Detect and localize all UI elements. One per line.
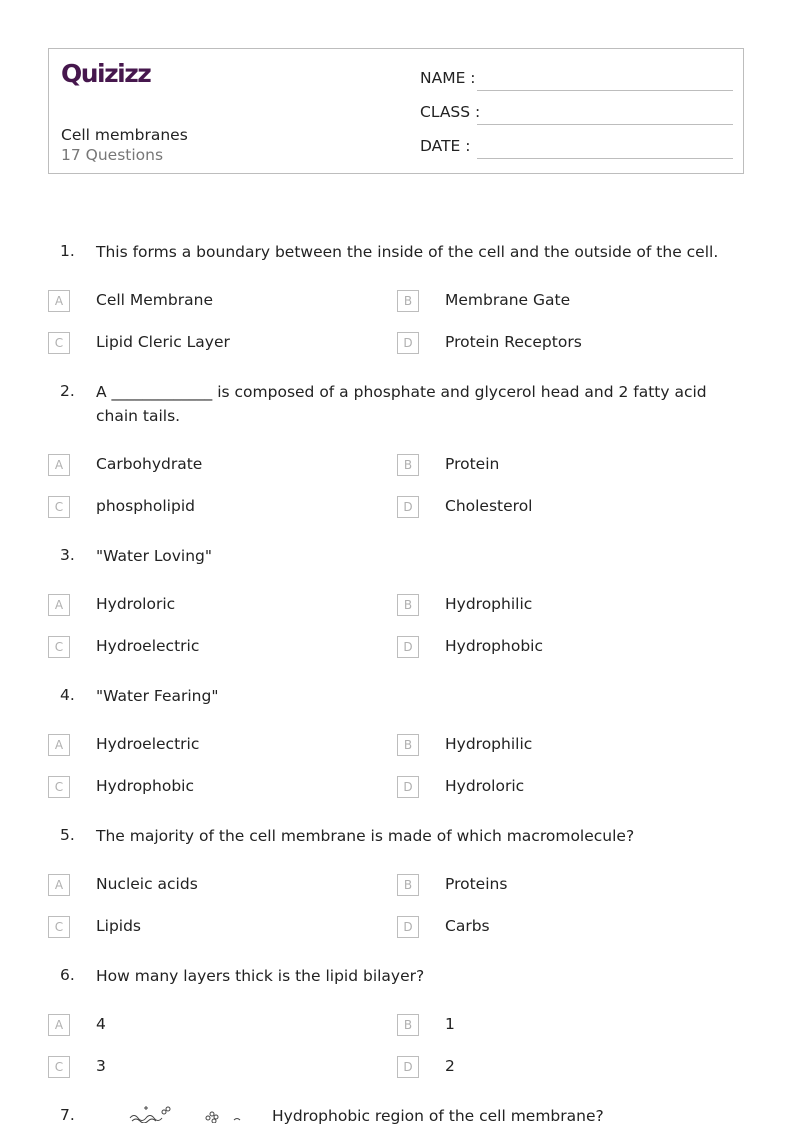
option-text: Protein Receptors [445,333,582,351]
option-text: Hydroelectric [96,637,200,655]
option-letter-box[interactable]: C [48,776,70,798]
option-letter-box[interactable]: A [48,734,70,756]
name-field[interactable] [477,90,733,91]
option-letter-box[interactable]: A [48,454,70,476]
option-text: Lipid Cleric Layer [96,333,230,351]
option-letter-box[interactable]: C [48,496,70,518]
option-text: Hydrophilic [445,595,533,613]
question-number: 2. [60,382,75,400]
option-text: Hydroloric [96,595,176,613]
worksheet-title: Cell membranes [61,126,188,144]
question-text: A _____________ is composed of a phosphate and glycerol head and 2 fatty acid chain tails. [96,383,707,425]
option-letter-box[interactable]: C [48,916,70,938]
option-text: phospholipid [96,497,195,515]
option-letter-box[interactable]: D [397,332,419,354]
question-text: This forms a boundary between the inside of the cell and the outside of the cell. [96,243,719,261]
question-number: 6. [60,966,75,984]
question-number: 3. [60,546,75,564]
option-text: Cholesterol [445,497,533,515]
option-letter-box[interactable]: B [397,454,419,476]
option-text: Hydroelectric [96,735,200,753]
option-letter-box[interactable]: C [48,332,70,354]
question-text: Hydrophobic region of the cell membrane? [272,1107,604,1125]
question-number: 5. [60,826,75,844]
option-text: Carbohydrate [96,455,203,473]
date-label: DATE : [420,137,471,155]
question-text: How many layers thick is the lipid bilayer? [96,967,425,985]
date-field[interactable] [477,158,733,159]
option-text: Cell Membrane [96,291,213,309]
option-letter-box[interactable]: D [397,1056,419,1078]
quizizz-logo: Quizizz [61,59,151,88]
option-text: 1 [445,1015,455,1033]
option-text: Lipids [96,917,142,935]
option-letter-box[interactable]: A [48,290,70,312]
option-letter-box[interactable]: A [48,1014,70,1036]
class-label: CLASS : [420,103,481,121]
question-count: 17 Questions [61,146,164,164]
option-text: Membrane Gate [445,291,571,309]
option-text: Proteins [445,875,508,893]
option-text: Hydroloric [445,777,525,795]
question-text: "Water Fearing" [96,687,219,705]
option-letter-box[interactable]: B [397,1014,419,1036]
question-text: "Water Loving" [96,547,212,565]
option-text: Protein [445,455,500,473]
option-letter-box[interactable]: A [48,594,70,616]
question-number: 1. [60,242,75,260]
class-field[interactable] [477,124,733,125]
option-letter-box[interactable]: B [397,594,419,616]
option-letter-box[interactable]: D [397,636,419,658]
option-letter-box[interactable]: B [397,874,419,896]
option-text: Carbs [445,917,490,935]
option-letter-box[interactable]: D [397,496,419,518]
cell-membrane-diagram-image [124,1102,252,1123]
name-label: NAME : [420,69,476,87]
option-letter-box[interactable]: D [397,776,419,798]
option-text: Hydrophobic [445,637,543,655]
option-text: Hydrophilic [445,735,533,753]
option-text: 4 [96,1015,106,1033]
question-text: The majority of the cell membrane is made of which macromolecule? [96,827,635,845]
question-number: 7. [60,1106,75,1124]
option-text: 3 [96,1057,106,1075]
option-letter-box[interactable]: A [48,874,70,896]
question-number: 4. [60,686,75,704]
option-letter-box[interactable]: C [48,1056,70,1078]
option-text: Nucleic acids [96,875,198,893]
option-letter-box[interactable]: B [397,734,419,756]
worksheet-header [48,48,744,174]
option-letter-box[interactable]: D [397,916,419,938]
option-text: 2 [445,1057,455,1075]
option-letter-box[interactable]: C [48,636,70,658]
option-letter-box[interactable]: B [397,290,419,312]
option-text: Hydrophobic [96,777,194,795]
